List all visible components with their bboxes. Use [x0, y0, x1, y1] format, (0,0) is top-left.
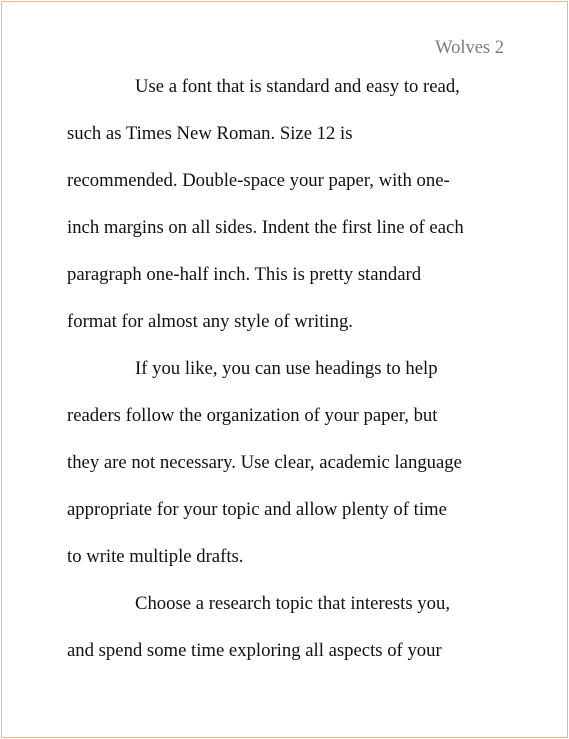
paragraph-line: Use a font that is standard and easy to read, [135, 76, 460, 97]
paragraph-line: appropriate for your topic and allow plenty of time [67, 499, 447, 520]
paragraph-line: Choose a research topic that interests you, [135, 593, 450, 614]
paragraph-1 [67, 72, 512, 354]
paragraph-line: inch margins on all sides. Indent the first line of each [67, 217, 464, 238]
paragraph-line: recommended. Double-space your paper, with one- [67, 170, 450, 191]
paragraph-line: readers follow the organization of your paper, but [67, 405, 438, 426]
paragraph-line: and spend some time exploring all aspects of your [67, 640, 442, 661]
paragraph-line: If you like, you can use headings to help [135, 358, 438, 379]
paragraph-line: paragraph one-half inch. This is pretty standard [67, 264, 422, 285]
paragraph-line: such as Times New Roman. Size 12 is [67, 123, 353, 144]
paragraph-line: format for almost any style of writing. [67, 311, 353, 332]
running-head: Wolves 2 [435, 38, 504, 58]
document-body [67, 72, 512, 683]
paragraph-line: they are not necessary. Use clear, academic language [67, 452, 462, 473]
paragraph-line: to write multiple drafts. [67, 546, 244, 567]
paragraph-3 [67, 589, 512, 683]
document-page [1, 1, 568, 738]
paragraph-2 [67, 354, 512, 589]
